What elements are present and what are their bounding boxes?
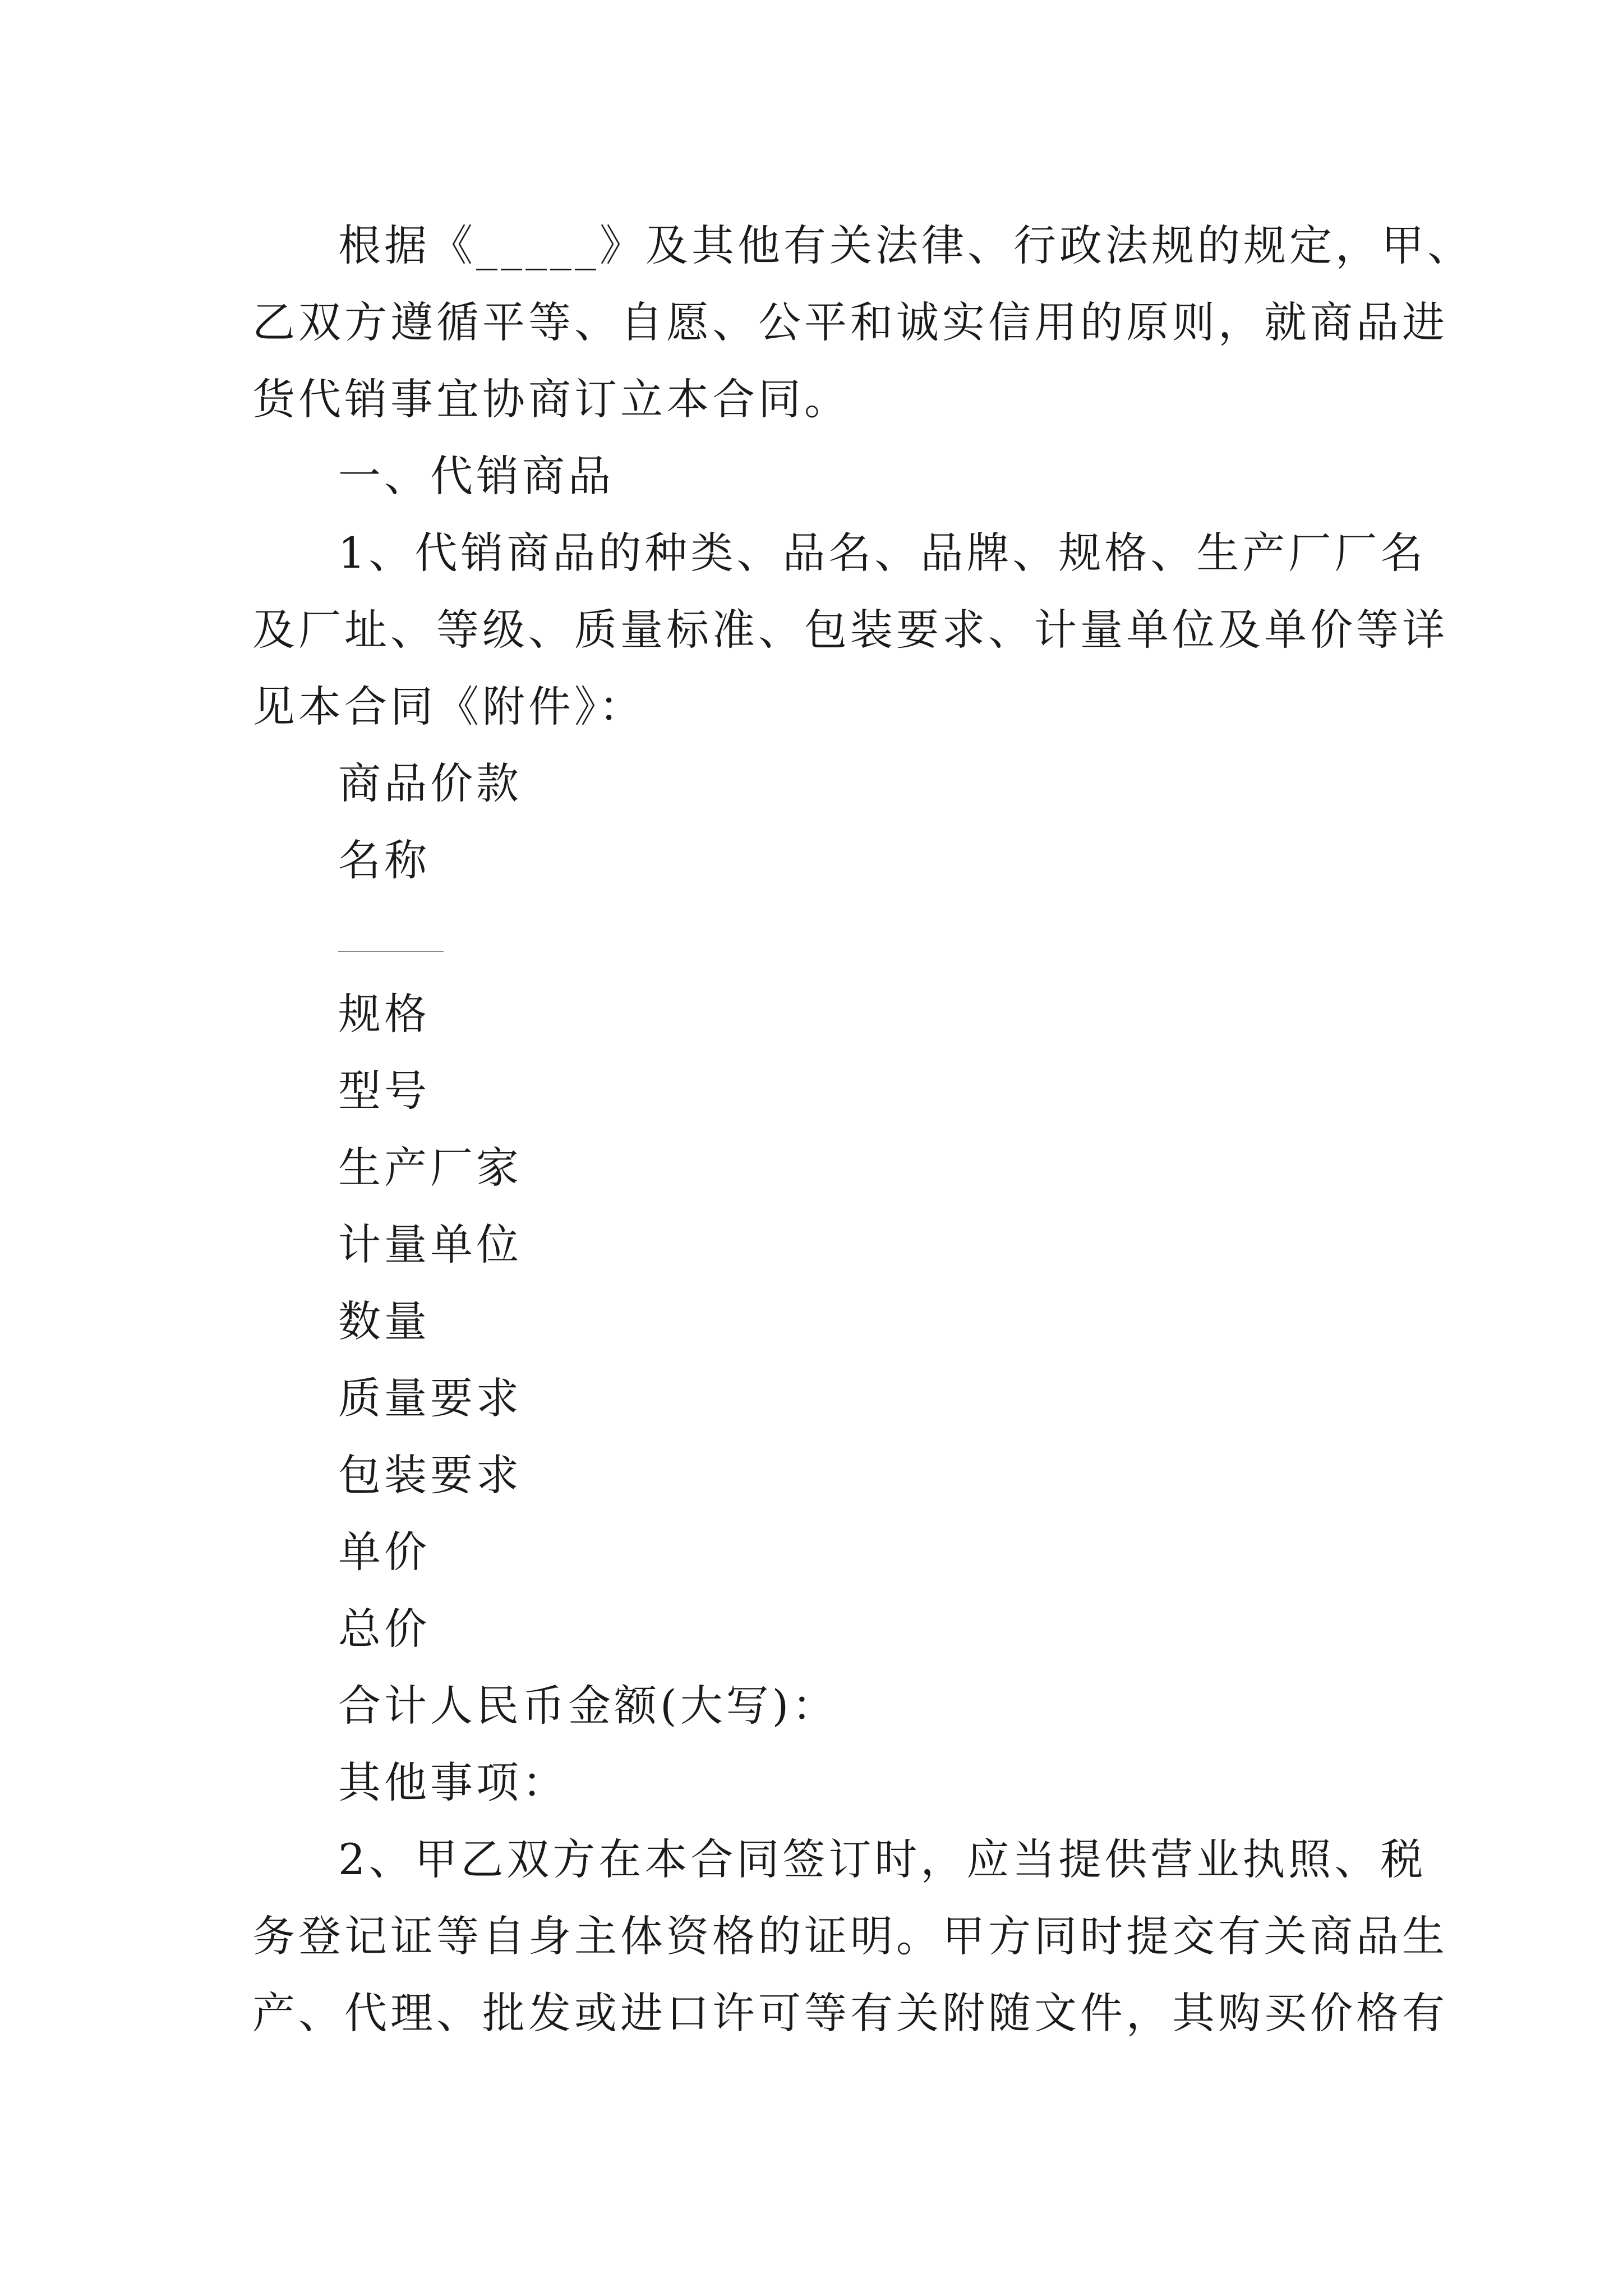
field-label: 其他事项： xyxy=(338,1757,568,1807)
paragraph-line: 根据《_____》及其他有关法律、行政法规的规定，甲、 xyxy=(338,220,1473,270)
blank-rule xyxy=(338,951,444,952)
paragraph-line: 1、代销商品的种类、品名、品牌、规格、生产厂厂名 xyxy=(338,528,1427,578)
field-label: 规格 xyxy=(338,989,430,1039)
field-label: 计量单位 xyxy=(338,1220,522,1269)
paragraph-line: 乙双方遵循平等、自愿、公平和诚实信用的原则，就商品进 xyxy=(252,297,1448,347)
field-label: 商品价款 xyxy=(338,758,522,808)
field-label: 名称 xyxy=(338,835,430,885)
field-label: 质量要求 xyxy=(338,1373,522,1423)
paragraph-line: 产、代理、批发或进口许可等有关附随文件，其购买价格有 xyxy=(252,1988,1448,2038)
field-label: 型号 xyxy=(338,1066,430,1116)
paragraph-line: 见本合同《附件》： xyxy=(252,682,645,731)
paragraph-line: 及厂址、等级、质量标准、包装要求、计量单位及单价等详 xyxy=(252,605,1448,655)
paragraph-line: 2、甲乙双方在本合同签订时，应当提供营业执照、税 xyxy=(338,1834,1427,1884)
field-label: 合计人民币金额(大写)： xyxy=(338,1681,838,1731)
paragraph-line: 务登记证等自身主体资格的证明。甲方同时提交有关商品生 xyxy=(252,1911,1448,1961)
field-label: 单价 xyxy=(338,1527,430,1577)
section-heading: 一、代销商品 xyxy=(338,451,614,501)
field-label: 数量 xyxy=(338,1296,430,1346)
paragraph-line: 货代销事宜协商订立本合同。 xyxy=(252,374,850,424)
field-label: 生产厂家 xyxy=(338,1143,522,1193)
field-label: 总价 xyxy=(338,1604,430,1654)
field-label: 包装要求 xyxy=(338,1450,522,1500)
